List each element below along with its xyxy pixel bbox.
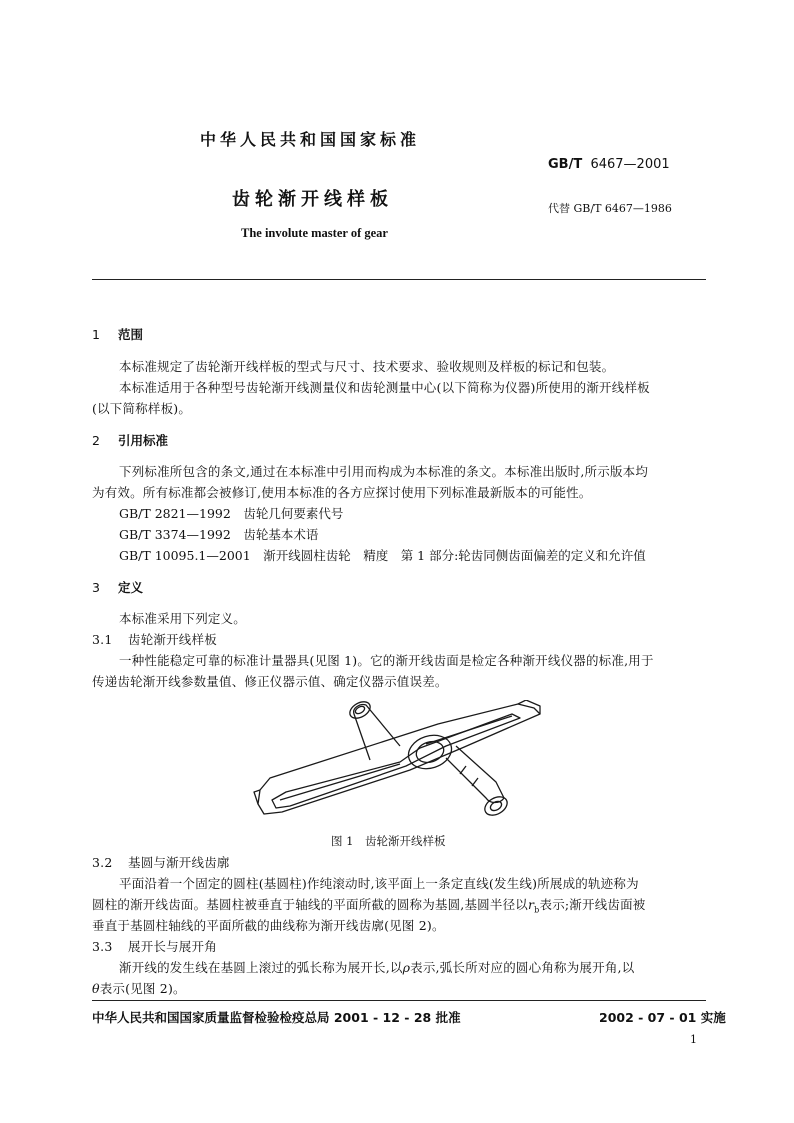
section-number: 1 bbox=[92, 327, 100, 342]
subsection-title: 展开长与展开角 bbox=[128, 939, 217, 954]
paragraph bbox=[92, 895, 646, 915]
replaces-note: 代替 GB/T 6467—1986 bbox=[548, 202, 672, 215]
chinese-title: 齿轮渐开线样板 bbox=[232, 189, 393, 210]
subsection-number: 3.1 bbox=[92, 632, 113, 647]
paragraph: 本标准适用于各种型号齿轮渐开线测量仪和齿轮测量中心(以下简称为仪器)所使用的渐开线样板 bbox=[119, 380, 650, 395]
involute-master-figure bbox=[250, 700, 550, 825]
text-run: 表示;渐开线齿面被 bbox=[539, 897, 646, 912]
subsection-3-3-heading bbox=[92, 937, 217, 955]
english-title: The involute master of gear bbox=[241, 226, 388, 240]
standard-number: 6467—2001 bbox=[590, 157, 670, 172]
paragraph: 平面沿着一个固定的圆柱(基圆柱)作纯滚动时,该平面上一条定直线(发生线)所展成的轨迹称为 bbox=[119, 876, 639, 891]
subsection-3-2-heading bbox=[92, 853, 230, 871]
normative-reference: GB/T 10095.1—2001 渐开线圆柱齿轮 精度 第 1 部分:轮齿同侧齿面偏差的定义和允许值 bbox=[119, 548, 646, 563]
header-rule bbox=[92, 279, 706, 280]
paragraph: (以下简称样板)。 bbox=[92, 401, 192, 416]
paragraph bbox=[119, 958, 634, 976]
symbol-theta: θ bbox=[92, 981, 100, 996]
text-run: 表示(见图 2)。 bbox=[99, 981, 186, 996]
subsection-3-1-heading bbox=[92, 630, 217, 648]
section-title: 定义 bbox=[118, 580, 144, 595]
figure-1-caption: 图 1 齿轮渐开线样板 bbox=[331, 834, 446, 848]
section-3-heading bbox=[92, 578, 143, 596]
paragraph: 垂直于基圆柱轴线的平面所截的曲线称为渐开线齿廓(见图 2)。 bbox=[92, 918, 445, 933]
section-number: 2 bbox=[92, 433, 100, 448]
subsection-number: 3.3 bbox=[92, 939, 113, 954]
standard-code bbox=[548, 157, 670, 172]
subsection-number: 3.2 bbox=[92, 855, 113, 870]
subsection-title: 基圆与渐开线齿廓 bbox=[128, 855, 230, 870]
normative-reference: GB/T 2821—1992 齿轮几何要素代号 bbox=[119, 506, 344, 521]
section-1-heading bbox=[92, 325, 143, 343]
footer-rule bbox=[92, 1000, 706, 1001]
paragraph: 传递齿轮渐开线参数量值、修正仪器示值、确定仪器示值误差。 bbox=[92, 674, 448, 689]
paragraph: 为有效。所有标准都会被修订,使用本标准的各方应探讨使用下列标准最新版本的可能性。 bbox=[92, 485, 592, 500]
symbol-r: r bbox=[527, 897, 535, 912]
paragraph: 本标准采用下列定义。 bbox=[119, 611, 247, 626]
org-title: 中华人民共和国国家标准 bbox=[200, 130, 421, 149]
page-number: 1 bbox=[690, 1033, 697, 1046]
paragraph bbox=[92, 979, 186, 997]
subsection-title: 齿轮渐开线样板 bbox=[128, 632, 217, 647]
approval-note: 中华人民共和国国家质量监督检验检疫总局 2001 - 12 - 28 批准 bbox=[92, 1010, 461, 1025]
standard-prefix: GB/T bbox=[548, 157, 583, 172]
symbol-rho: ρ bbox=[402, 960, 411, 975]
effective-date: 2002 - 07 - 01 实施 bbox=[599, 1010, 726, 1025]
text-run: 表示,弧长所对应的圆心角称为展开角,以 bbox=[410, 960, 635, 975]
text-run: 渐开线的发生线在基圆上滚过的弧长称为展开长,以 bbox=[119, 960, 403, 975]
text-run: 圆柱的渐开线齿面。基圆柱被垂直于轴线的平面所截的圆称为基圆,基圆半径以 bbox=[92, 897, 528, 912]
paragraph: 一种性能稳定可靠的标准计量器具(见图 1)。它的渐开线齿面是检定各种渐开线仪器的标准,用于 bbox=[119, 653, 654, 668]
symbol-subscript: b bbox=[534, 905, 540, 915]
section-title: 引用标准 bbox=[118, 433, 169, 448]
section-title: 范围 bbox=[118, 327, 144, 342]
paragraph: 下列标准所包含的条文,通过在本标准中引用而构成为本标准的条文。本标准出版时,所示版本均 bbox=[119, 464, 649, 479]
section-2-heading bbox=[92, 431, 168, 449]
paragraph: 本标准规定了齿轮渐开线样板的型式与尺寸、技术要求、验收规则及样板的标记和包装。 bbox=[119, 359, 615, 374]
normative-reference: GB/T 3374—1992 齿轮基本术语 bbox=[119, 527, 319, 542]
section-number: 3 bbox=[92, 580, 100, 595]
